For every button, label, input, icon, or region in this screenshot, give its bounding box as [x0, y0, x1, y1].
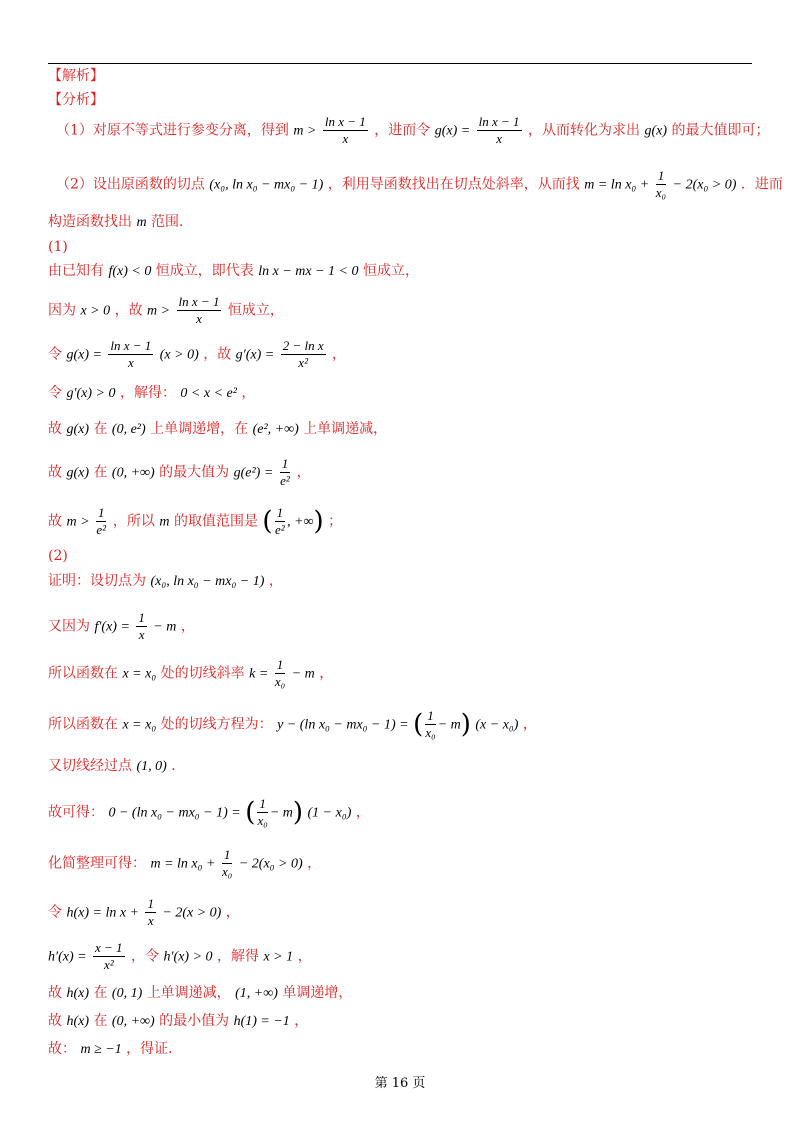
math: g′(x) =	[235, 347, 275, 363]
numerator: ln x − 1	[110, 338, 152, 353]
math: (x − x₀)	[475, 717, 519, 733]
text: 因为	[48, 302, 76, 319]
text: ．进而	[740, 176, 783, 193]
math: y − (ln x₀ − mx₀ − 1) =	[277, 717, 409, 733]
text: 恒成立，	[362, 263, 419, 279]
text: 上单调递减，	[303, 421, 388, 437]
math: (0, +∞)	[111, 465, 155, 481]
text: 故	[48, 1013, 62, 1029]
part1-line-5	[48, 420, 387, 439]
text: ，解得：	[119, 385, 176, 401]
text: 的最小值为	[159, 1013, 230, 1029]
part2-line-12	[48, 1040, 182, 1059]
math: (0, 1)	[111, 986, 143, 1001]
math: (e², +∞)	[252, 422, 299, 437]
fraction	[425, 708, 436, 741]
text: 恒成立，即代表	[155, 263, 254, 279]
math: f′(x) =	[94, 619, 130, 635]
math: (1 − x₀)	[307, 805, 352, 821]
fraction	[280, 456, 291, 489]
fraction	[275, 657, 286, 690]
text: ，	[296, 464, 311, 481]
text: 令	[48, 385, 62, 401]
math: h(1) = −1	[233, 1014, 290, 1029]
text: ，得证．	[126, 1041, 183, 1057]
math: m	[136, 215, 147, 230]
text: ，	[294, 1013, 309, 1029]
math: (x₀, ln x₀ − mx₀ − 1)	[209, 177, 324, 193]
text: ，故	[114, 302, 143, 319]
denominator: e²	[280, 473, 290, 488]
numerator: 1	[276, 657, 284, 672]
text: 上单调递增，在	[150, 421, 249, 437]
numerator: 1	[281, 456, 289, 471]
math: , +∞	[287, 514, 314, 530]
part2-label	[48, 547, 68, 565]
text: 令	[48, 904, 62, 921]
part2-line-3	[48, 657, 333, 690]
text: ，令	[131, 948, 160, 965]
fraction	[136, 610, 147, 643]
fraction	[275, 505, 286, 538]
analysis-line-2	[56, 168, 783, 201]
part2-line-11	[48, 1012, 308, 1031]
text: 在	[93, 985, 108, 1001]
math: (1, 0)	[136, 759, 167, 774]
math: g(x) =	[66, 347, 102, 363]
top-rule	[48, 63, 752, 64]
text: 上单调递减，	[146, 985, 231, 1001]
part1-line-7	[48, 505, 342, 538]
part1-line-6	[48, 456, 311, 489]
text: 故	[48, 513, 62, 530]
text: 故可得：	[48, 804, 104, 821]
text: ，	[297, 948, 312, 965]
left-paren: (	[245, 797, 256, 828]
text: 故	[48, 464, 62, 481]
numerator: ln x − 1	[478, 114, 520, 129]
math: h(x)	[66, 986, 89, 1001]
fraction	[96, 505, 107, 538]
denominator: x	[147, 913, 154, 928]
math: − m	[437, 717, 461, 733]
math: k =	[249, 666, 269, 682]
fraction	[93, 940, 125, 973]
math: h(x)	[66, 1014, 89, 1029]
math: g(x) =	[434, 123, 471, 139]
text: 证明：设切点为	[48, 573, 146, 589]
math: g′(x) > 0	[66, 386, 116, 401]
numerator: ln x − 1	[324, 114, 366, 129]
math: 0 < x < e²	[180, 386, 237, 401]
text: ，利用导函数找出在切点处斜率，从而找	[327, 176, 580, 193]
jiexi-label: 【解析】	[48, 68, 104, 84]
text: （2）设出原函数的切点	[56, 176, 205, 193]
part2-line-1	[48, 572, 283, 591]
part1-line-3	[48, 338, 346, 371]
part2-line-4	[48, 708, 537, 741]
math: − 2(x > 0)	[162, 905, 222, 921]
text: 的最大值即可；	[671, 122, 770, 139]
denominator: x	[496, 131, 502, 146]
fraction	[323, 114, 368, 147]
math: x > 1	[263, 949, 294, 965]
text: ，	[319, 665, 334, 682]
fraction	[222, 847, 233, 880]
numerator: 1	[97, 505, 105, 520]
fraction	[257, 796, 268, 829]
text: ，	[522, 716, 537, 733]
text: 又切线经过点	[48, 758, 132, 774]
numerator: x − 1	[95, 940, 123, 955]
math: ln x − mx − 1 < 0	[258, 264, 359, 279]
denominator: x₀	[655, 185, 667, 200]
text: ，	[307, 855, 322, 872]
part2-line-6	[48, 796, 370, 829]
text: ．	[171, 758, 186, 774]
page-number: 第 16 页	[374, 1076, 426, 1091]
math: g(x)	[66, 465, 89, 481]
math: − m	[269, 805, 293, 821]
part2-line-10	[48, 984, 352, 1003]
text: 在	[93, 1013, 108, 1029]
numerator: 1	[657, 168, 665, 183]
text: 构造函数找出	[48, 214, 132, 230]
label: (2)	[48, 548, 68, 564]
denominator: x₀	[257, 813, 268, 828]
part2-line-9	[48, 940, 312, 973]
text: 单调递增，	[282, 985, 353, 1001]
text: 所以函数在	[48, 716, 118, 733]
right-paren: )	[313, 506, 324, 537]
text: 故	[48, 421, 62, 437]
math: f(x) < 0	[108, 264, 152, 279]
text: ，	[268, 573, 283, 589]
text: 化简整理可得：	[48, 855, 146, 872]
text: ，	[225, 904, 240, 921]
numerator: 1	[138, 610, 145, 625]
text: 在	[93, 421, 108, 437]
part2-line-2	[48, 610, 195, 643]
numerator: 1	[427, 708, 434, 723]
math: (0, +∞)	[111, 1014, 155, 1029]
analysis-line-3	[48, 213, 193, 232]
math: x > 0	[80, 303, 111, 319]
text: 恒成立，	[227, 302, 284, 319]
math: (0, e²)	[111, 422, 146, 437]
analysis-line-1	[56, 114, 769, 147]
math: (x > 0)	[159, 347, 199, 363]
jiexi-header	[48, 67, 104, 85]
text: 处的切线方程为：	[160, 716, 273, 733]
text: ，	[180, 618, 195, 635]
denominator: x²	[103, 957, 114, 972]
denominator: x	[127, 355, 134, 370]
denominator: e²	[96, 522, 107, 537]
part1-line-4	[48, 384, 255, 403]
denominator: x²	[298, 355, 308, 370]
math: − 2(x₀ > 0)	[672, 177, 737, 193]
part1-line-2	[48, 294, 284, 327]
math: m ≥ −1	[80, 1042, 122, 1057]
text: 在	[93, 464, 108, 481]
math: x = x₀	[122, 717, 157, 733]
numerator: 1	[147, 896, 154, 911]
fraction	[477, 114, 522, 147]
denominator: x₀	[221, 864, 233, 879]
math: − m	[153, 619, 177, 635]
math: m = ln x₀ +	[150, 856, 216, 872]
text: 的最大值为	[159, 464, 230, 481]
math: (x₀, ln x₀ − mx₀ − 1)	[150, 574, 265, 589]
math: m >	[66, 514, 90, 530]
numerator: 2 − ln x	[282, 338, 324, 353]
label: (1)	[48, 239, 68, 255]
math: m	[159, 514, 170, 530]
text: ，	[241, 385, 256, 401]
part1-label	[48, 238, 68, 256]
math: − m	[291, 666, 315, 682]
text: ，解得	[216, 948, 259, 965]
text: 又因为	[48, 618, 90, 635]
text: 的取值范围是	[173, 513, 258, 530]
fraction	[281, 338, 326, 371]
text: 由已知有	[48, 263, 104, 279]
numerator: 1	[259, 796, 266, 811]
math: 0 − (ln x₀ − mx₀ − 1) =	[108, 805, 241, 821]
denominator: x	[342, 131, 349, 146]
text: （1）对原不等式进行参变分离，得到	[56, 122, 289, 139]
math: g(x)	[644, 123, 667, 139]
math: g(e²) =	[233, 465, 274, 481]
math: − 2(x₀ > 0)	[238, 856, 303, 872]
left-paren: (	[413, 709, 424, 740]
fraction	[656, 168, 667, 201]
text: 故	[48, 985, 62, 1001]
numerator: ln x − 1	[178, 294, 220, 309]
left-paren: (	[262, 506, 273, 537]
math: h′(x) > 0	[163, 949, 213, 965]
text: 令	[48, 346, 62, 363]
denominator: e²	[274, 522, 285, 537]
text: 处的切线斜率	[160, 665, 245, 682]
text: ，故	[203, 346, 232, 363]
math: h′(x) =	[48, 949, 87, 965]
math: x = x₀	[122, 666, 157, 682]
part2-line-8	[48, 896, 240, 929]
math: m >	[147, 303, 171, 319]
fenxi-header	[48, 91, 104, 109]
text: 故：	[48, 1041, 76, 1057]
denominator: x	[196, 311, 202, 326]
fraction	[177, 294, 222, 327]
math: g(x)	[66, 422, 89, 437]
text: ；	[328, 513, 343, 530]
denominator: x	[138, 627, 145, 642]
text: ，	[332, 346, 347, 363]
text: 所以函数在	[48, 665, 118, 682]
right-paren: )	[292, 797, 304, 828]
math: m = ln x₀ +	[584, 177, 650, 193]
denominator: x₀	[274, 674, 286, 689]
text: 范围．	[151, 214, 194, 230]
part2-line-5	[48, 757, 185, 776]
math: m >	[293, 123, 317, 139]
fraction	[108, 338, 153, 371]
math: (1, +∞)	[235, 986, 278, 1001]
right-paren: )	[460, 709, 471, 740]
text: ，所以	[112, 513, 155, 530]
math: h(x) = ln x +	[66, 905, 139, 921]
text: ，	[355, 804, 370, 821]
numerator: 1	[276, 505, 284, 520]
part1-line-1	[48, 262, 419, 281]
numerator: 1	[223, 847, 231, 862]
part2-line-7	[48, 847, 321, 880]
text: ，进而令	[374, 122, 431, 139]
denominator: x₀	[425, 725, 436, 740]
text: ，从而转化为求出	[528, 122, 640, 139]
fraction	[145, 896, 156, 929]
fenxi-label: 【分析】	[48, 92, 104, 108]
